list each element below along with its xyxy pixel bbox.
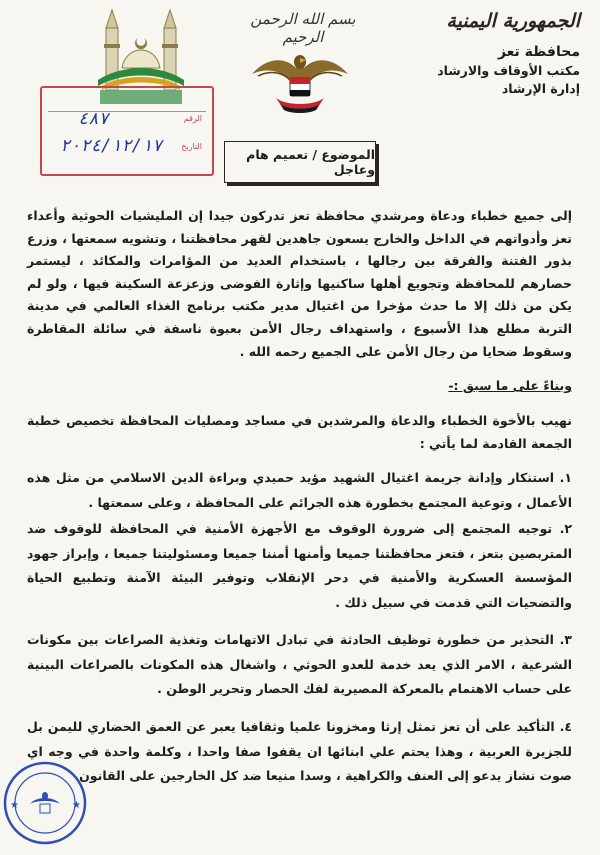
stamp-date-label: التاريخ [181, 142, 202, 151]
subject-box [224, 141, 376, 183]
list-item: ٤. التأكيد على أن تعز تمثل إرثا ومخزونا علميا وثقافيا يعبر عن العمق الحضاري لليمن بل للجزيرة العربية ، وهذا يحتم علي ابنائها ان يقفوا صفا واحدا ، وكلمة واحدة في وجه اي صوت نشاز يدعو إلى العنف والكراهية ، وسدا منيعا ضد كل الخارجين على القانون [27, 719, 572, 784]
stamp-date-value: ٢٠٢٤/١٢/١٧ [60, 136, 163, 156]
svg-text:★: ★ [72, 800, 81, 811]
governorate-name: محافظة تعز [497, 44, 580, 60]
yemen-eagle-emblem [246, 40, 354, 118]
intro-paragraph: إلى جميع خطباء ودعاة ومرشدي محافظة تعز تدركون جيدا إن المليشيات الحوثية وأعداء تعز وأدواتهم في الداخل والخارج يسعون جاهدين لقهر محافظتنا ، وتشويه سمعتها ، وزرع بذور الفتنة والفرقة بين رجالها ، باستخدام العديد من المؤامرات والمكائد ، ليستمر حصارهم للمحافظة وتجويع أهلها ساكنيها وإثارة الفوضى وزعزعة السكينة فيها ، ولو لم يكن من ذلك إلا ما حدث مؤخرا من اغتيال مدير مكتب برنامج الغذاء العالمي في مدينة التربة مطلع هذا الأسبوع ، واستهداف رجال الأمن بعبوة ناسفة في سائلة المقاطرة وسقوط ضحايا من رجال الأمن على الجميع رحمه الله . [27, 208, 572, 359]
list-item: ٣. التحذير من خطورة توظيف الحادثة في تبادل الاتهامات وتغذية الصراعات بين مكونات الشرعية ، الامر الذي يعد خدمة للعدو الحوثي ، واشغال هذه المكونات بالصراعات البينية على حساب الاهتمام بالمعركة المصيرية لفك الحصار وتحرير الوطن . [27, 632, 572, 697]
svg-text:★: ★ [10, 800, 19, 811]
registry-stamp [40, 86, 214, 176]
list-item: ١. استنكار وإدانة جريمة اغتيال الشهيد مؤيد حميدي وبراءة الدين الاسلامي من مثل هذه الأعمال ، وتوعية المجتمع بخطورة هذه الجرائم على المحافظة ، وعلى سمعتها . [27, 470, 572, 510]
stamp-header-line [48, 93, 206, 112]
republic-name: الجمهورية اليمنية [446, 10, 580, 32]
list-item: ٢. توجيه المجتمع إلى ضرورة الوقوف مع الأجهزة الأمنية في المحافظة للوقوف ضد المتربصين بتعز ، فتعز محافظتنا جميعا وأمنها أمننا جميعا ومسئوليتنا جميعا ، وإبراز جهود المؤسسة العسكرية والأمنية في دحر الإنقلاب وتوفير البيئة الآمنة وتطبيع الحياة والتضحيات التي قدمت في سبيل ذلك . [27, 521, 572, 610]
basmala: بسم الله الرحمن الرحيم [250, 10, 356, 46]
office-seal [2, 760, 88, 846]
letterhead-right [390, 10, 580, 96]
stamp-number-label: الرقم [183, 114, 202, 123]
based-on-heading: وبناءً على ما سبق :- [448, 378, 572, 393]
office-name: مكتب الأوقاف والارشاد [437, 63, 580, 78]
call-paragraph: نهيب بالأخوة الخطباء والدعاة والمرشدين في مساجد ومصليات المحافظة تخصيص خطبة الجمعة القادمة لما يأتي : [27, 413, 572, 451]
stamp-number-value: ٤٨٧ [78, 109, 109, 129]
department-name: إدارة الإرشاد [501, 81, 580, 96]
subject-text: الموضوع / تعميم هام وعاجل [246, 147, 375, 177]
